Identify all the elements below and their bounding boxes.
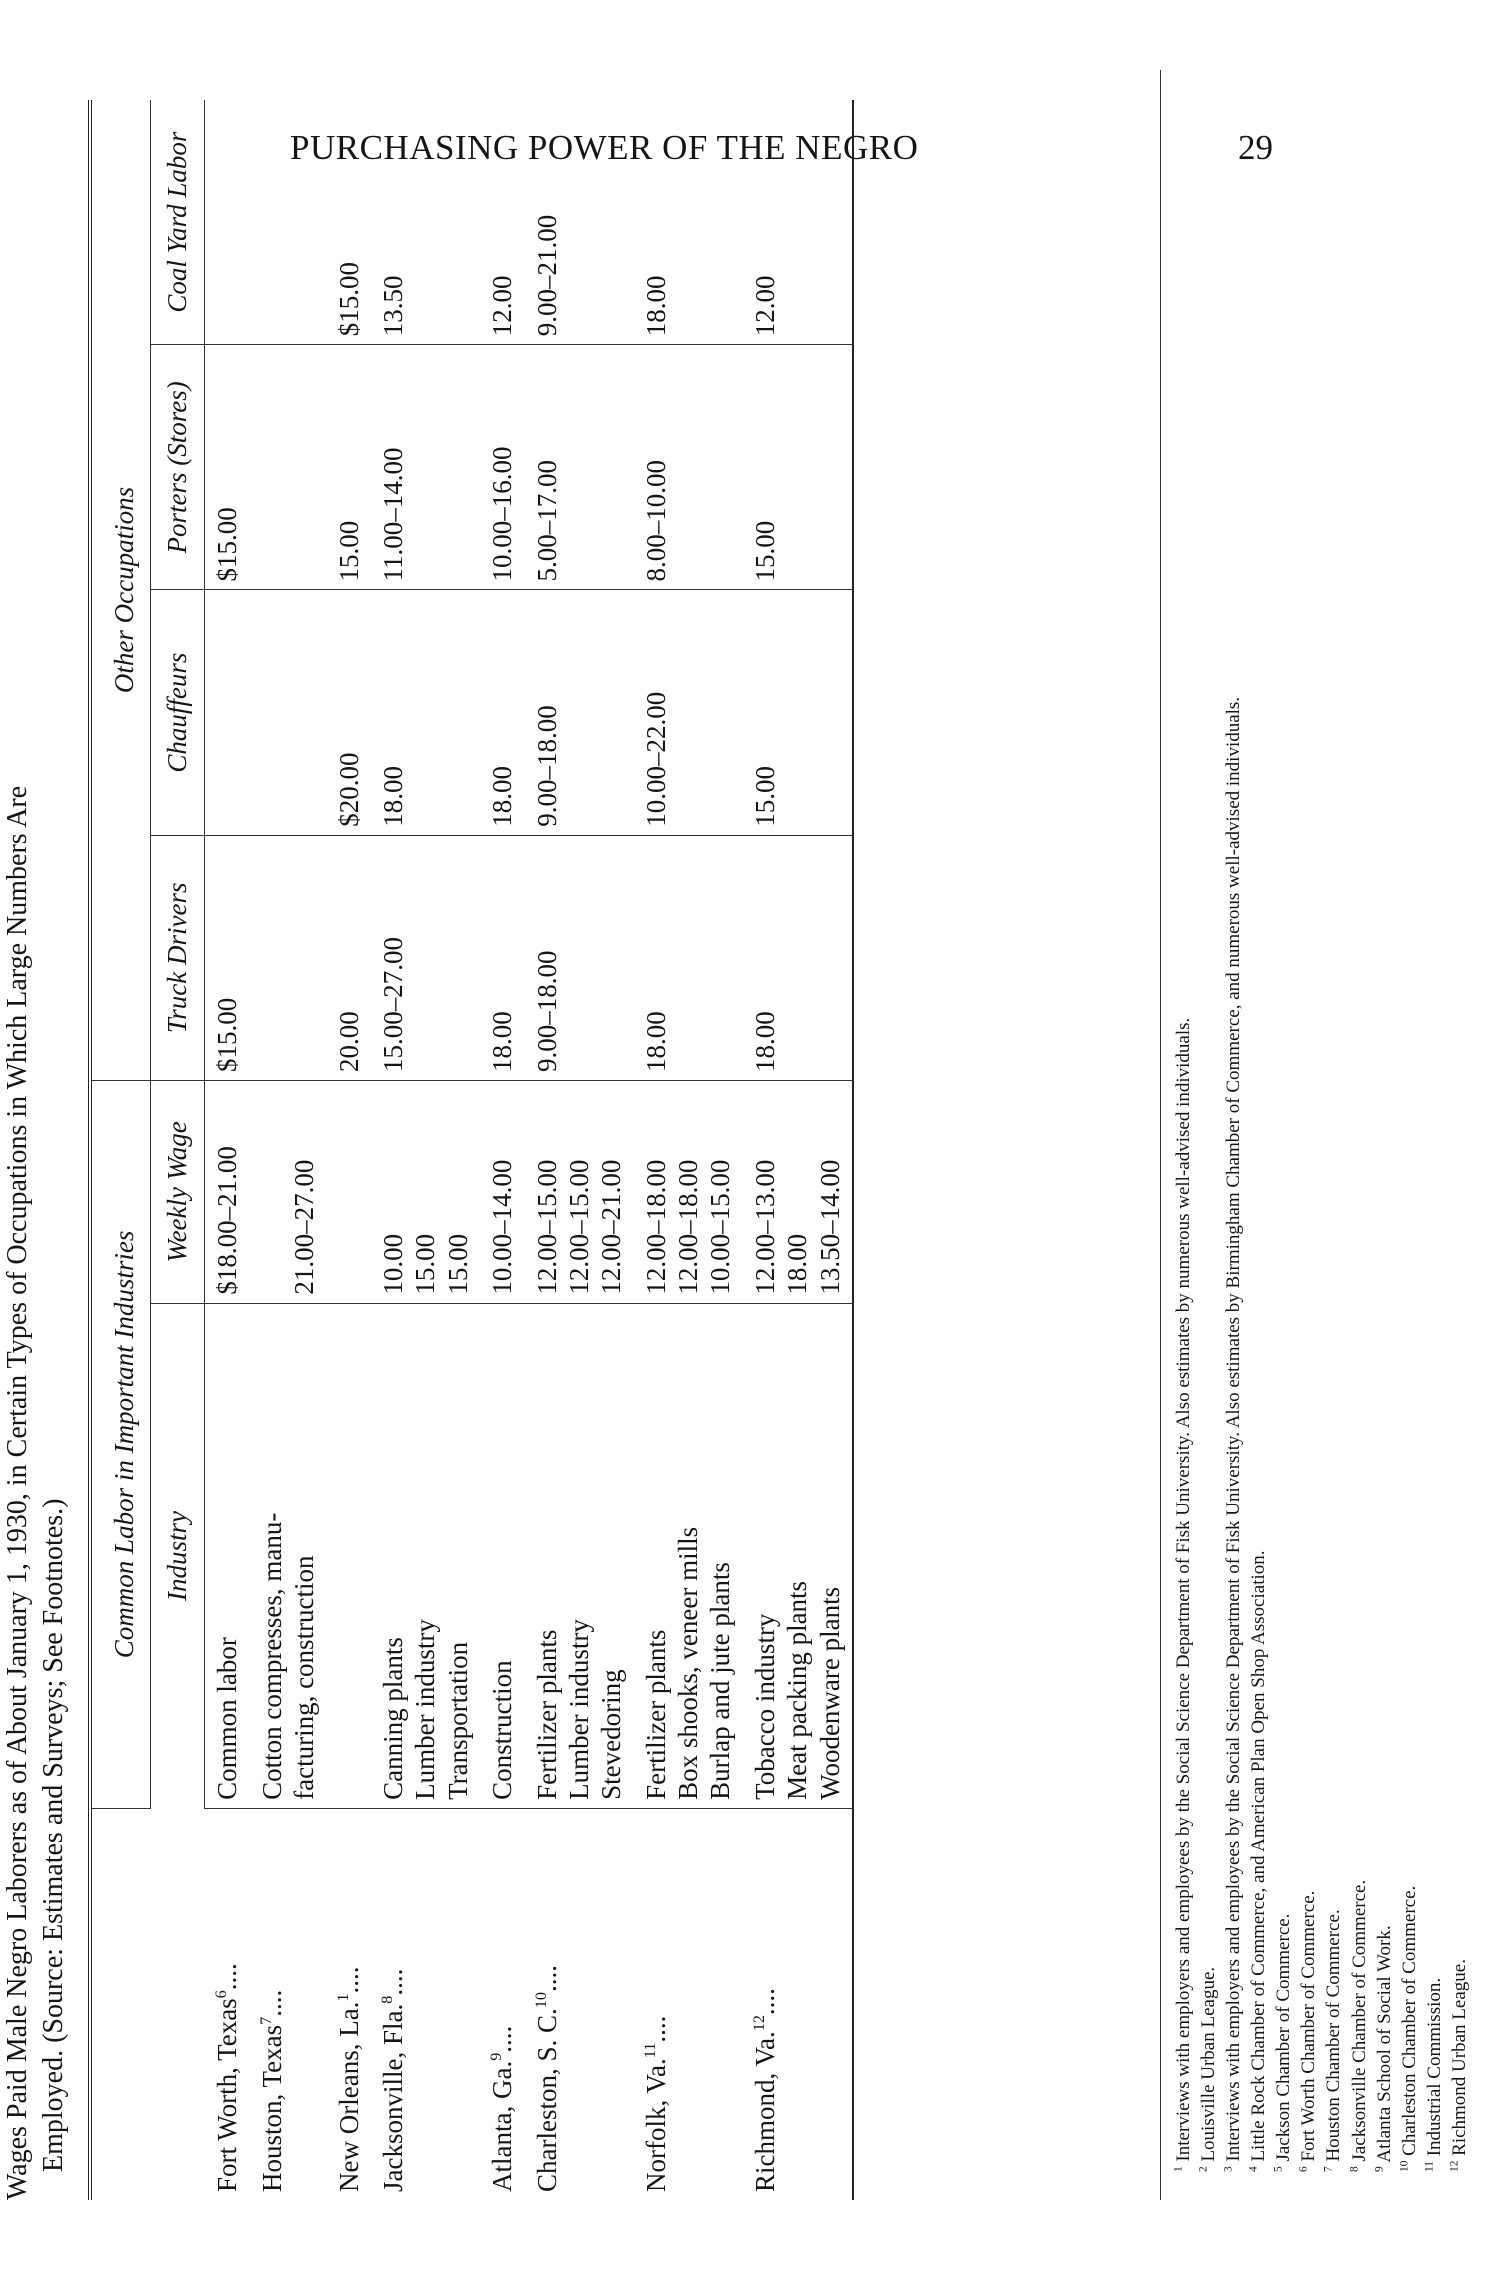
other-occupations-group-header: Other Occupations bbox=[90, 100, 150, 1081]
footnote-number: 4 bbox=[1247, 2166, 1260, 2172]
industry-line: Stevedoring bbox=[596, 1669, 627, 1800]
page-number: 29 bbox=[1238, 128, 1273, 167]
wage-line: 15.00 bbox=[410, 1233, 441, 1295]
footnote bbox=[1372, 70, 1397, 2200]
footnote-number: 1 bbox=[1172, 2166, 1185, 2172]
footnote-number: 9 bbox=[1373, 2166, 1386, 2172]
footnote bbox=[1347, 70, 1372, 2200]
footnote bbox=[1196, 70, 1221, 2200]
table-row bbox=[743, 100, 853, 2200]
footnote-number: 11 bbox=[1423, 2161, 1436, 2172]
common-labor-group-header: Common Labor in Important Industries bbox=[90, 1081, 150, 1809]
industry-cell bbox=[371, 1303, 480, 1808]
industry-cell bbox=[743, 1303, 853, 1808]
city-name: New Orleans, La. bbox=[333, 2001, 364, 2192]
footnote-text: Industrial Commission. bbox=[1423, 1977, 1445, 2157]
footnote-text: Richmond Urban League. bbox=[1448, 1959, 1470, 2156]
footnote-text: Interviews with employers and employees by the Social Science Department of Fisk University. Also estimates by Birmingham Chamber of Commerce, and numerous well-advised individuals. bbox=[1223, 696, 1245, 2162]
footnote-ref: 9 bbox=[487, 2052, 506, 2061]
city-cell: Jacksonville, Fla.$^8$.... bbox=[377, 1968, 408, 2192]
city-name: Atlanta, Ga. bbox=[487, 2060, 518, 2192]
city-column-header bbox=[90, 1808, 205, 2200]
table-body bbox=[205, 100, 853, 2200]
weekly-wage-cell bbox=[634, 1081, 743, 1304]
weekly-wage-cell bbox=[480, 1081, 524, 1304]
wage-line: 10.00–15.00 bbox=[705, 1159, 736, 1295]
industry-cell bbox=[480, 1303, 524, 1808]
porters-cell: 15.00 bbox=[327, 345, 371, 590]
porters-header: Porters (Stores) bbox=[150, 345, 205, 590]
industry-header: Industry bbox=[150, 1303, 205, 1808]
weekly-wage-cell bbox=[371, 1081, 480, 1304]
coal-yard-cell bbox=[250, 100, 327, 345]
industry-cell bbox=[205, 1303, 250, 1808]
caption-line-1: Wages Paid Male Negro Laborers as of About January 1, 1930, in Certain Types of Occupations in Which Large Numbers Are bbox=[2, 785, 33, 2200]
footnote bbox=[1171, 70, 1196, 2200]
footnote-ref: 8 bbox=[377, 1995, 396, 2004]
footnotes bbox=[1160, 70, 1472, 2200]
porters-cell: $15.00 bbox=[205, 345, 250, 590]
city-cell: Atlanta, Ga.$^9$.... bbox=[487, 2025, 518, 2192]
truck-drivers-cell: 18.00 bbox=[480, 835, 524, 1080]
porters-cell: 5.00–17.00 bbox=[525, 345, 634, 590]
footnote-number: 12 bbox=[1448, 2160, 1461, 2172]
footnote-text: Charleston Chamber of Commerce. bbox=[1398, 1885, 1420, 2156]
footnote bbox=[1321, 70, 1346, 2200]
footnote bbox=[1397, 70, 1422, 2200]
wage-line: 13.50–14.00 bbox=[814, 1159, 845, 1295]
footnote-ref: 11 bbox=[640, 2042, 659, 2059]
coal-yard-cell: 12.00 bbox=[480, 100, 524, 345]
table-row bbox=[205, 100, 250, 2200]
industry-cell bbox=[327, 1303, 371, 1808]
wage-line bbox=[333, 1089, 365, 1295]
truck-drivers-cell: 9.00–18.00 bbox=[525, 835, 634, 1080]
weekly-wage-cell bbox=[327, 1081, 371, 1304]
footnote-number: 10 bbox=[1398, 2160, 1411, 2172]
footnote-number: 7 bbox=[1323, 2166, 1336, 2172]
wage-line: 10.00 bbox=[377, 1233, 408, 1295]
footnote-number: 5 bbox=[1272, 2166, 1285, 2172]
wage-line: 12.00–18.00 bbox=[673, 1159, 704, 1295]
footnote-number: 6 bbox=[1298, 2166, 1311, 2172]
footnote-text: Little Rock Chamber of Commerce, and American Plan Open Shop Association. bbox=[1248, 1550, 1270, 2162]
footnote-number: 3 bbox=[1222, 2166, 1235, 2172]
city-cell: New Orleans, La.$^1$.... bbox=[333, 1966, 364, 2192]
industry-line: Fertilizer plants bbox=[640, 1629, 671, 1800]
footnote-ref: 10 bbox=[531, 1992, 550, 2009]
chauffeurs-cell bbox=[250, 590, 327, 835]
industry-line: Transportation bbox=[442, 1641, 473, 1800]
porters-cell: 15.00 bbox=[743, 345, 853, 590]
chauffeurs-header: Chauffeurs bbox=[150, 590, 205, 835]
city-name: Houston, Texas bbox=[256, 2024, 287, 2192]
city-cell: Houston, Texas$^7$.... bbox=[256, 1989, 287, 2192]
footnote-number: 2 bbox=[1197, 2166, 1210, 2172]
footnote-text: Atlanta School of Social Work. bbox=[1373, 1925, 1395, 2163]
truck-drivers-cell: 18.00 bbox=[634, 835, 743, 1080]
footnote bbox=[1447, 70, 1472, 2200]
industry-line: Lumber industry bbox=[563, 1619, 594, 1800]
city-name: Fort Worth, Texas bbox=[211, 1998, 242, 2192]
chauffeurs-cell: 18.00 bbox=[480, 590, 524, 835]
table-row bbox=[480, 100, 524, 2200]
city-name: Charleston, S. C. bbox=[531, 2008, 562, 2192]
wage-line: 12.00–13.00 bbox=[749, 1159, 780, 1295]
industry-line: Cotton compresses, manu- bbox=[256, 1512, 287, 1800]
wage-line: 21.00–27.00 bbox=[288, 1159, 319, 1295]
truck-drivers-cell: 18.00 bbox=[743, 835, 853, 1080]
coal-yard-header: Coal Yard Labor bbox=[150, 100, 205, 345]
footnote-text: Jackson Chamber of Commerce. bbox=[1273, 1913, 1295, 2162]
table-row bbox=[250, 100, 327, 2200]
footnote bbox=[1221, 70, 1246, 2200]
industry-line: facturing, construction bbox=[289, 1555, 320, 1800]
chauffeurs-cell: 9.00–18.00 bbox=[525, 590, 634, 835]
industry-line: Burlap and jute plants bbox=[705, 1562, 736, 1800]
footnote bbox=[1422, 70, 1447, 2200]
industry-line: Meat packing plants bbox=[782, 1580, 813, 1800]
weekly-wage-cell bbox=[205, 1081, 250, 1304]
coal-yard-cell: 18.00 bbox=[634, 100, 743, 345]
footnote-ref: 7 bbox=[256, 2016, 275, 2025]
truck-drivers-cell bbox=[250, 835, 327, 1080]
wage-line: 12.00–15.00 bbox=[563, 1159, 594, 1295]
wage-line: 12.00–15.00 bbox=[531, 1159, 562, 1295]
city-cell: Richmond, Va.$^{12}$.... bbox=[749, 1988, 780, 2192]
city-cell: Fort Worth, Texas$^6$.... bbox=[211, 1963, 242, 2192]
porters-cell: 10.00–16.00 bbox=[480, 345, 524, 590]
weekly-wage-cell bbox=[525, 1081, 634, 1304]
city-name: Jacksonville, Fla. bbox=[377, 2003, 408, 2192]
wage-line bbox=[256, 1089, 288, 1295]
industry-cell bbox=[250, 1303, 327, 1808]
porters-cell bbox=[250, 345, 327, 590]
footnote-number: 8 bbox=[1348, 2166, 1361, 2172]
industry-line: Common labor bbox=[212, 1637, 243, 1800]
footnote-text: Houston Chamber of Commerce. bbox=[1323, 1909, 1345, 2162]
table-caption bbox=[0, 70, 73, 2200]
chauffeurs-cell: 10.00–22.00 bbox=[634, 590, 743, 835]
wage-line: 15.00 bbox=[442, 1233, 473, 1295]
table-row bbox=[634, 100, 743, 2200]
chauffeurs-cell: $20.00 bbox=[327, 590, 371, 835]
footnote bbox=[1296, 70, 1321, 2200]
industry-line: Fertilizer plants bbox=[531, 1629, 562, 1800]
porters-cell: 8.00–10.00 bbox=[634, 345, 743, 590]
industry-cell bbox=[525, 1303, 634, 1808]
city-name: Richmond, Va. bbox=[749, 2031, 780, 2192]
industry-cell bbox=[634, 1303, 743, 1808]
chauffeurs-cell: 18.00 bbox=[371, 590, 480, 835]
truck-drivers-cell: $15.00 bbox=[205, 835, 250, 1080]
industry-line bbox=[333, 1312, 365, 1800]
industry-line: Woodenware plants bbox=[814, 1586, 845, 1800]
industry-line: Construction bbox=[487, 1660, 518, 1800]
chauffeurs-cell bbox=[205, 590, 250, 835]
truck-drivers-cell: 15.00–27.00 bbox=[371, 835, 480, 1080]
chauffeurs-cell: 15.00 bbox=[743, 590, 853, 835]
footnote bbox=[1271, 70, 1296, 2200]
footnote bbox=[1246, 70, 1271, 2200]
footnote-text: Jacksonville Chamber of Commerce. bbox=[1348, 1879, 1370, 2162]
table-row bbox=[525, 100, 634, 2200]
coal-yard-cell: 13.50 bbox=[371, 100, 480, 345]
wage-line: $18.00–21.00 bbox=[212, 1146, 243, 1295]
wage-line: 12.00–18.00 bbox=[640, 1159, 671, 1295]
footnote-ref: 1 bbox=[333, 1993, 352, 2002]
table-row bbox=[327, 100, 371, 2200]
weekly-wage-cell bbox=[743, 1081, 853, 1304]
city-name: Norfolk, Va. bbox=[640, 2058, 671, 2192]
footnote-ref: 12 bbox=[749, 2015, 768, 2032]
weekly-wage-cell bbox=[250, 1081, 327, 1304]
caption-line-2: Employed. (Source: Estimates and Surveys; See Footnotes.) bbox=[38, 1498, 70, 2172]
footnote-text: Fort Worth Chamber of Commerce. bbox=[1298, 1890, 1320, 2162]
wage-line: 12.00–21.00 bbox=[596, 1159, 627, 1295]
industry-line: Canning plants bbox=[377, 1637, 408, 1800]
footnote-text: Interviews with employers and employees by the Social Science Department of Fisk University. Also estimates by numerous well-advised individuals. bbox=[1173, 1017, 1194, 2162]
industry-line: Lumber industry bbox=[410, 1619, 441, 1800]
truck-drivers-header: Truck Drivers bbox=[150, 835, 205, 1080]
coal-yard-cell bbox=[205, 100, 250, 345]
coal-yard-cell: 9.00–21.00 bbox=[525, 100, 634, 345]
industry-line: Box shooks, veneer mills bbox=[673, 1526, 704, 1800]
running-title: PURCHASING POWER OF THE NEGRO bbox=[290, 128, 919, 167]
coal-yard-cell: 12.00 bbox=[743, 100, 853, 345]
wage-table bbox=[88, 100, 854, 2200]
city-cell: Norfolk, Va.$^{11}$.... bbox=[640, 2015, 671, 2192]
truck-drivers-cell: 20.00 bbox=[327, 835, 371, 1080]
footnote-text: Louisville Urban League. bbox=[1198, 1966, 1220, 2162]
city-cell: Charleston, S. C.$^{10}$.... bbox=[531, 1965, 562, 2192]
porters-cell: 11.00–14.00 bbox=[371, 345, 480, 590]
footnote-ref: 6 bbox=[211, 1990, 230, 1999]
coal-yard-cell: $15.00 bbox=[327, 100, 371, 345]
table-row bbox=[371, 100, 480, 2200]
industry-line: Tobacco industry bbox=[749, 1613, 780, 1800]
rotated-table-frame bbox=[0, 70, 1470, 2200]
weekly-wage-header: Weekly Wage bbox=[150, 1081, 205, 1304]
wage-line: 18.00 bbox=[782, 1233, 813, 1295]
wage-line: 10.00–14.00 bbox=[487, 1159, 518, 1295]
